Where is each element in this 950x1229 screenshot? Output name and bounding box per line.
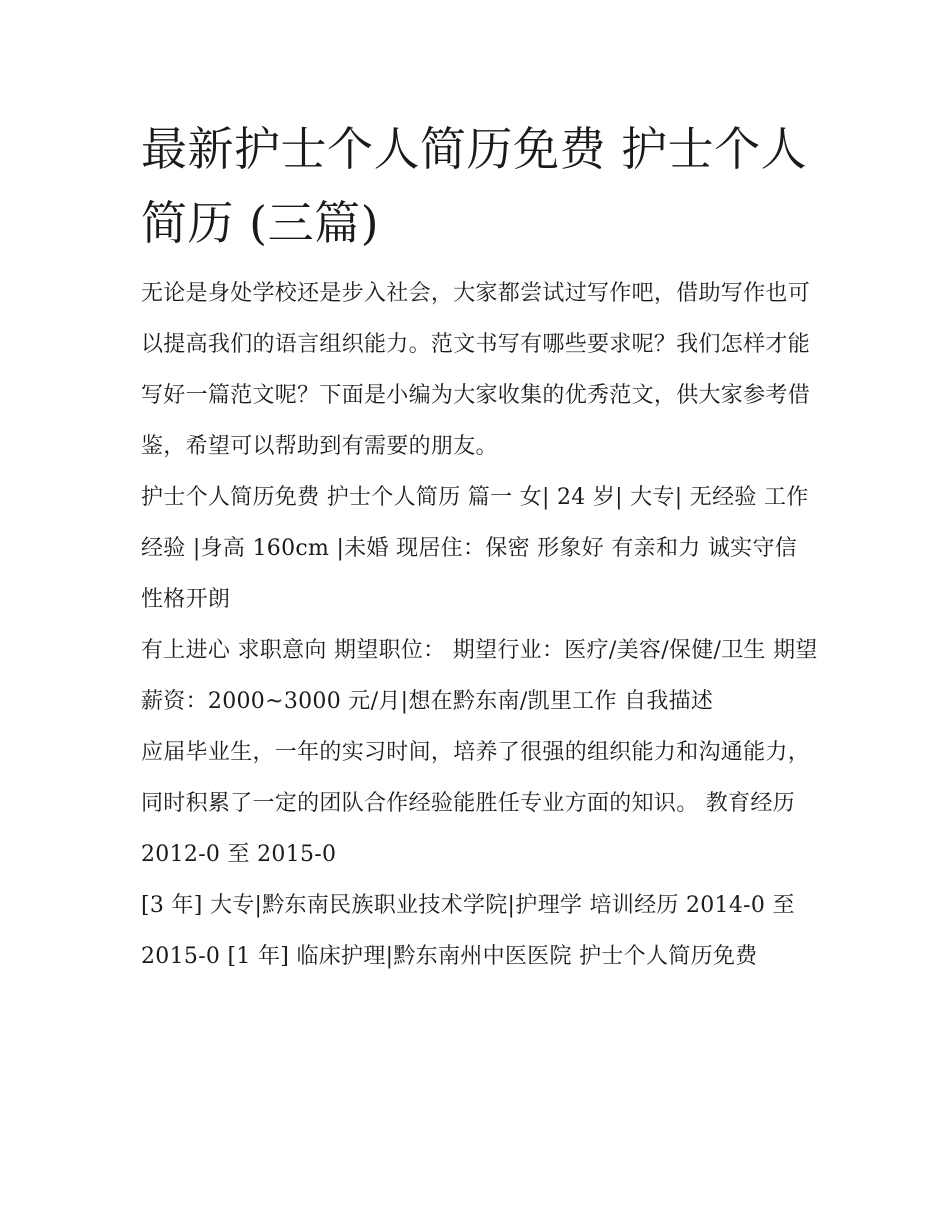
self-description-paragraph: 应届毕业生，一年的实习时间，培养了很强的组织能力和沟通能力，同时积累了一定的团队合作经验能胜任专业方面的知识。 教育经历 2012-0 至 2015-0	[141, 740, 811, 867]
job-intent-paragraph: 有上进心 求职意向 期望职位： 期望行业：医疗/美容/保健/卫生 期望薪资：2000~3000 元/月|想在黔东南/凯里工作 自我描述	[141, 638, 818, 714]
document-body	[141, 268, 821, 982]
education-training-paragraph: [3 年] 大专|黔东南民族职业技术学院|护理学 培训经历 2014-0 至 2015-0 [1 年] 临床护理|黔东南州中医医院 护士个人简历免费	[141, 893, 795, 969]
document-title: 最新护士个人简历免费 护士个人简历 (三篇)	[141, 122, 808, 250]
document-page	[141, 112, 821, 982]
personal-info-paragraph: 护士个人简历免费 护士个人简历 篇一 女| 24 岁| 大专| 无经验 工作经验 |身高 160cm |未婚 现居住：保密 形象好 有亲和力 诚实守信 性格开朗	[141, 485, 809, 612]
intro-paragraph: 无论是身处学校还是步入社会，大家都尝试过写作吧，借助写作也可以提高我们的语言组织能力。范文书写有哪些要求呢？我们怎样才能写好一篇范文呢？下面是小编为大家收集的优秀范文，供大家参考借鉴，希望可以帮助到有需要的朋友。	[141, 281, 811, 459]
